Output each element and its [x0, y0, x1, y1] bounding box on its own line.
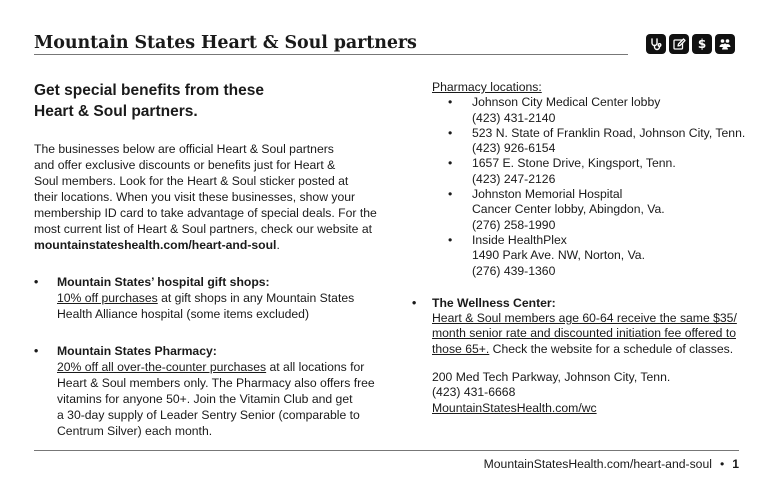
wellness-address: 200 Med Tech Parkway, Johnson City, Tenn.	[432, 370, 671, 385]
list-item: • Johnston Memorial Hospital Cancer Center lobby, Abingdon, Va. (276) 258-1990	[448, 187, 665, 232]
page-title: Mountain States Heart & Soul partners	[34, 33, 417, 53]
footer-website-link[interactable]: MountainStatesHealth.com/heart-and-soul	[483, 457, 712, 471]
gift-shops-item: • Mountain States’ hospital gift shops: 10% off purchases at gift shops in any Mountain States Health Alliance hospital (some items excluded)	[34, 275, 355, 321]
list-item: • Johnson City Medical Center lobby (423) 431-2140	[448, 95, 661, 125]
footer: MountainStatesHealth.com/heart-and-soul • 1	[483, 457, 739, 471]
left-column	[34, 80, 377, 439]
intro-website-link[interactable]: mountainstateshealth.com/heart-and-soul	[34, 238, 277, 252]
wellness-phone: (423) 431-6668	[432, 385, 516, 400]
category-icons	[646, 34, 735, 54]
list-item: • Inside HealthPlex 1490 Park Ave. NW, Norton, Va. (276) 439-1360	[448, 232, 645, 278]
intro-paragraph: The businesses below are official Heart & Soul partners and offer exclusive discounts or benefits just for Heart & Soul members. Look for the Heart & Soul sticker posted at their locations. When you visit these businesses, show your membership ID card to take advantage of special deals. For the most current list of Heart & Soul partners, check our website at mountainstateshealth.com/heart-and-soul.	[34, 142, 377, 252]
page-number: 1	[732, 457, 739, 471]
footer-divider	[34, 450, 739, 451]
bullet: •	[412, 295, 417, 310]
list-item: • 523 N. State of Franklin Road, Johnson City, Tenn. (423) 926-6154	[448, 125, 746, 156]
dollar-icon: $	[692, 34, 712, 54]
wellness-center-item: • The Wellness Center: Heart & Soul members age 60-64 receive the same $35/ month senior rate and discounted initiation fee offered to those 65+. Check the website for a schedule of classes. 200 Med Tech Parkway, Johnson City, Tenn. (423) 431-6668 MountainStatesHealth.com/wc	[432, 296, 752, 416]
wellness-website-link[interactable]: MountainStatesHealth.com/wc	[432, 400, 597, 415]
list-item: • 1657 E. Stone Drive, Kingsport, Tenn. (423) 247-2126	[448, 156, 676, 186]
bullet: •	[34, 275, 39, 289]
wellness-contact	[432, 370, 752, 416]
people-icon	[715, 34, 735, 54]
edit-icon	[669, 34, 689, 54]
pharmacy-locations-heading: Pharmacy locations:	[432, 80, 542, 94]
intro-heading: Get special benefits from these Heart & Soul partners.	[34, 82, 264, 120]
pharmacy-locations-list	[432, 95, 752, 279]
pharmacy-item: • Mountain States Pharmacy: 20% off all over-the-counter purchases at all locations for Heart & Soul members only. The Pharmacy also offers free vitamins for anyone 50+. Join the Vitamin Club and get a 30-day supply of Leader Sentry Senior (comparable to Centrum Silver) each month.	[34, 344, 375, 438]
stethoscope-icon	[646, 34, 666, 54]
bullet: •	[34, 344, 39, 358]
right-column	[412, 80, 752, 416]
header-divider	[34, 54, 628, 55]
